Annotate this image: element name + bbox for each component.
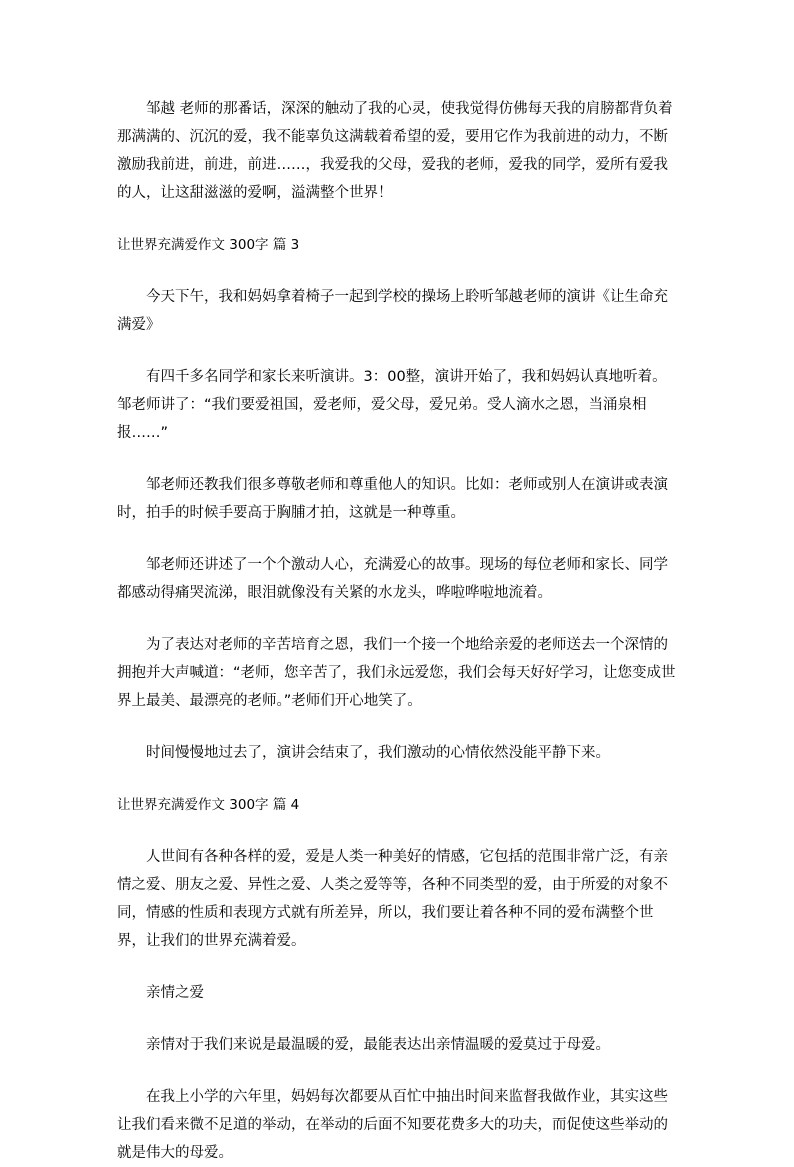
paragraph: 亲情对于我们来说是最温暖的爱，最能表达出亲情温暖的爱莫过于母爱。 (146, 1037, 610, 1053)
subheading: 亲情之爱 (146, 985, 204, 1001)
spacer (117, 447, 679, 471)
spacer (117, 607, 679, 631)
paragraph: 人世间有各种各样的爱，爱是人类一种美好的情感，它包括的范围非常广泛，有亲情之爱、朋友之爱、异性之爱、人类之爱等等，各种不同类型的爱，由于所爱的对象不同，情感的性质和表现方式就有所差异，所以，我们要让着各种不同的爱布满整个世界，让我们的世界充满着爱。 (117, 849, 668, 949)
spacer (117, 527, 679, 551)
spacer (117, 1059, 679, 1083)
spacer (117, 715, 679, 739)
paragraph: 有四千多名同学和家长来听演讲。3：00整，演讲开始了，我和妈妈认真地听着。邹老师讲了：“我们要爱祖国，爱老师，爱父母，爱兄弟。受人滴水之恩，当涌泉相报……” (117, 369, 667, 441)
spacer (117, 955, 679, 979)
spacer (117, 207, 679, 231)
spacer (117, 1007, 679, 1031)
document-page (117, 95, 679, 1167)
paragraph: 时间慢慢地过去了，演讲会结束了，我们激动的心情依然没能平静下来。 (146, 745, 610, 761)
paragraph: 为了表达对老师的辛苦培育之恩，我们一个接一个地给亲爱的老师送去一个深情的拥抱并大声喊道：“老师，您辛苦了，我们永远爱您，我们会每天好好学习，让您变成世界上最美、最漂亮的老师。”老师们开心地笑了。 (117, 637, 676, 709)
paragraph: 在我上小学的六年里，妈妈每次都要从百忙中抽出时间来监督我做作业，其实这些让我们看来微不足道的举动，在举动的后面不知要花费多大的功夫，而促使这些举动的就是伟大的母爱。 (117, 1089, 668, 1161)
paragraph: 邹老师还教我们很多尊敬老师和尊重他人的知识。比如：老师或别人在演讲或表演时，拍手的时候手要高于胸脯才拍，这就是一种尊重。 (117, 477, 668, 521)
section-heading: 让世界充满爱作文 300字 篇 4 (117, 797, 300, 813)
section-heading: 让世界充满爱作文 300字 篇 3 (117, 237, 300, 253)
spacer (117, 767, 679, 791)
spacer (117, 339, 679, 363)
paragraph: 今天下午，我和妈妈拿着椅子一起到学校的操场上聆听邹越老师的演讲《让生命充满爱》 (117, 289, 668, 333)
spacer (117, 259, 679, 283)
paragraph: 邹越 老师的那番话，深深的触动了我的心灵，使我觉得仿佛每天我的肩膀都背负着那满满的、沉沉的爱，我不能辜负这满载着希望的爱，要用它作为我前进的动力，不断激励我前进，前进，前进……，我爱我的父母，爱我的老师，爱我的同学，爱所有爱我的人，让这甜滋滋的爱啊，溢满整个世界！ (117, 101, 673, 201)
paragraph: 邹老师还讲述了一个个激动人心，充满爱心的故事。现场的每位老师和家长、同学都感动得痛哭流涕，眼泪就像没有关紧的水龙头，哗啦哗啦地流着。 (117, 557, 668, 601)
spacer (117, 819, 679, 843)
